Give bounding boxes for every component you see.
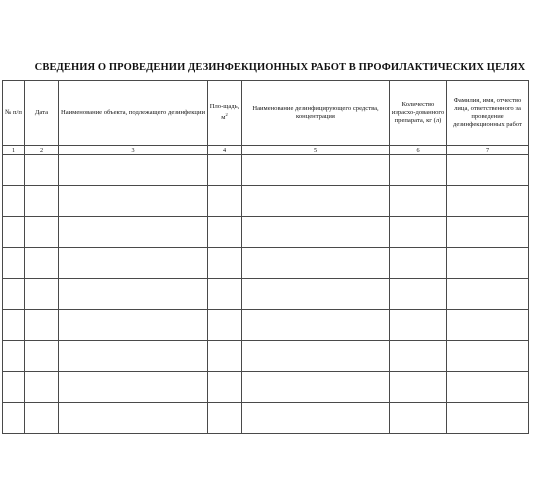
table-cell[interactable] xyxy=(3,279,25,310)
disinfection-log-table xyxy=(2,80,529,434)
table-row xyxy=(3,186,529,217)
table-cell[interactable] xyxy=(390,155,447,186)
table-cell[interactable] xyxy=(3,217,25,248)
table-row xyxy=(3,248,529,279)
table-cell[interactable] xyxy=(25,186,59,217)
table-cell[interactable] xyxy=(59,155,208,186)
table-cell[interactable] xyxy=(59,310,208,341)
table-cell[interactable] xyxy=(390,186,447,217)
table-cell[interactable] xyxy=(59,341,208,372)
table-cell[interactable] xyxy=(390,248,447,279)
form-title: СВЕДЕНИЯ О ПРОВЕДЕНИИ ДЕЗИНФЕКЦИОННЫХ РАБОТ В ПРОФИЛАКТИЧЕСКИХ ЦЕЛЯХ xyxy=(34,62,526,73)
table-cell[interactable] xyxy=(3,403,25,434)
header-col-4-sup: 2 xyxy=(225,112,228,118)
header-col-4 xyxy=(208,81,242,146)
table-cell[interactable] xyxy=(3,155,25,186)
table-cell[interactable] xyxy=(25,217,59,248)
table-cell[interactable] xyxy=(3,341,25,372)
table-cell[interactable] xyxy=(59,217,208,248)
table-cell[interactable] xyxy=(447,186,529,217)
table-row xyxy=(3,403,529,434)
table-cell[interactable] xyxy=(59,248,208,279)
table-cell[interactable] xyxy=(390,279,447,310)
table-cell[interactable] xyxy=(59,279,208,310)
table-cell[interactable] xyxy=(390,310,447,341)
col-number: 1 xyxy=(3,146,25,155)
table-cell[interactable] xyxy=(25,372,59,403)
table-cell[interactable] xyxy=(208,403,242,434)
table-cell[interactable] xyxy=(25,155,59,186)
header-col-3: Наименование объекта, подлежащего дезинфекции xyxy=(59,81,208,146)
table-cell[interactable] xyxy=(59,372,208,403)
table-cell[interactable] xyxy=(447,248,529,279)
table-cell[interactable] xyxy=(25,248,59,279)
table-cell[interactable] xyxy=(447,310,529,341)
table-cell[interactable] xyxy=(447,155,529,186)
table-cell[interactable] xyxy=(3,310,25,341)
table-cell[interactable] xyxy=(208,341,242,372)
table-cell[interactable] xyxy=(25,403,59,434)
table-cell[interactable] xyxy=(208,217,242,248)
table-row xyxy=(3,310,529,341)
table-cell[interactable] xyxy=(390,403,447,434)
table-cell[interactable] xyxy=(242,310,390,341)
table-cell[interactable] xyxy=(390,341,447,372)
header-col-5: Наименование дезинфицирующего средства, концентрация xyxy=(242,81,390,146)
table-cell[interactable] xyxy=(447,372,529,403)
header-col-1: № п/п xyxy=(3,81,25,146)
table-cell[interactable] xyxy=(208,186,242,217)
table-cell[interactable] xyxy=(208,310,242,341)
table-cell[interactable] xyxy=(242,279,390,310)
col-number: 2 xyxy=(25,146,59,155)
table-cell[interactable] xyxy=(242,248,390,279)
col-number: 6 xyxy=(390,146,447,155)
table-cell[interactable] xyxy=(242,155,390,186)
table-cell[interactable] xyxy=(447,403,529,434)
column-number-row xyxy=(3,146,529,155)
table-cell[interactable] xyxy=(242,403,390,434)
table-row xyxy=(3,155,529,186)
col-number: 4 xyxy=(208,146,242,155)
col-number: 3 xyxy=(59,146,208,155)
col-number: 5 xyxy=(242,146,390,155)
table-cell[interactable] xyxy=(447,279,529,310)
header-row xyxy=(3,81,529,146)
table-cell[interactable] xyxy=(447,217,529,248)
table-cell[interactable] xyxy=(3,248,25,279)
table-row xyxy=(3,372,529,403)
table-cell[interactable] xyxy=(3,372,25,403)
table-cell[interactable] xyxy=(59,186,208,217)
table-row xyxy=(3,341,529,372)
table-cell[interactable] xyxy=(242,341,390,372)
col-number: 7 xyxy=(447,146,529,155)
table-cell[interactable] xyxy=(447,341,529,372)
table-cell[interactable] xyxy=(208,155,242,186)
table-cell[interactable] xyxy=(242,217,390,248)
table-cell[interactable] xyxy=(25,279,59,310)
table-cell[interactable] xyxy=(390,217,447,248)
table-cell[interactable] xyxy=(3,186,25,217)
table-cell[interactable] xyxy=(25,341,59,372)
table-cell[interactable] xyxy=(208,372,242,403)
table-cell[interactable] xyxy=(59,403,208,434)
table-cell[interactable] xyxy=(208,279,242,310)
table-row xyxy=(3,279,529,310)
table-cell[interactable] xyxy=(208,248,242,279)
header-col-4-text: Пло-щадь, м xyxy=(209,103,240,122)
table-cell[interactable] xyxy=(25,310,59,341)
table-cell[interactable] xyxy=(390,372,447,403)
table-cell[interactable] xyxy=(242,186,390,217)
table-cell[interactable] xyxy=(242,372,390,403)
header-col-7: Фамилия, имя, отчество лица, ответственного за проведение дезинфекционных работ xyxy=(447,81,529,146)
header-col-2: Дата xyxy=(25,81,59,146)
table-row xyxy=(3,217,529,248)
header-col-6: Количество израсхо-дованного препарата, кг (л) xyxy=(390,81,447,146)
